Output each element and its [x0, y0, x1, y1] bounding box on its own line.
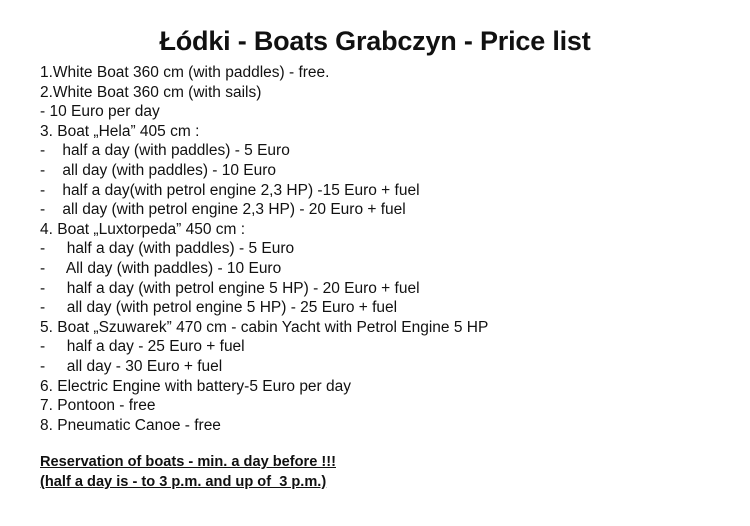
- spacer: [0, 435, 750, 453]
- list-item: - all day (with petrol engine 5 HP) - 25 Euro + fuel: [40, 299, 398, 317]
- list-item: - half a day - 25 Euro + fuel: [40, 338, 245, 356]
- list-item: - half a day (with paddles) - 5 Euro: [40, 240, 295, 258]
- list-item: 2.White Boat 360 cm (with sails): [40, 83, 262, 101]
- list-item: - all day (with paddles) - 10 Euro: [40, 161, 277, 179]
- list-item: - half a day(with petrol engine 2,3 HP) -15 Euro + fuel: [40, 181, 420, 199]
- price-list-document: [0, 26, 750, 526]
- list-item: - All day (with paddles) - 10 Euro: [40, 259, 282, 277]
- list-item: - half a day (with petrol engine 5 HP) - 20 Euro + fuel: [40, 279, 420, 297]
- page-title: Łódki - Boats Grabczyn - Price list: [159, 26, 591, 56]
- list-item: - all day (with petrol engine 2,3 HP) - 20 Euro + fuel: [40, 201, 406, 219]
- list-item: - half a day (with paddles) - 5 Euro: [40, 142, 290, 160]
- list-item: 8. Pneumatic Canoe - free: [40, 416, 221, 434]
- list-item: 5. Boat „Szuwarek” 470 cm - cabin Yacht with Petrol Engine 5 HP: [40, 318, 489, 336]
- list-item: 1.White Boat 360 cm (with paddles) - free.: [40, 64, 330, 81]
- list-item: 4. Boat „Luxtorpeda” 450 cm :: [40, 220, 246, 238]
- price-list-lines: [0, 63, 750, 435]
- reservation-hours-line: (half a day is - to 3 p.m. and up of 3 p.m.): [40, 473, 327, 490]
- list-item: 3. Boat „Hela” 405 cm :: [40, 122, 200, 140]
- list-item: - all day - 30 Euro + fuel: [40, 357, 223, 375]
- reservation-notice: [0, 453, 750, 492]
- list-item: 7. Pontoon - free: [40, 397, 156, 415]
- list-item: - 10 Euro per day: [40, 103, 160, 121]
- list-item: 6. Electric Engine with battery-5 Euro per day: [40, 377, 352, 395]
- reservation-notice-line: Reservation of boats - min. a day before !!!: [40, 454, 336, 471]
